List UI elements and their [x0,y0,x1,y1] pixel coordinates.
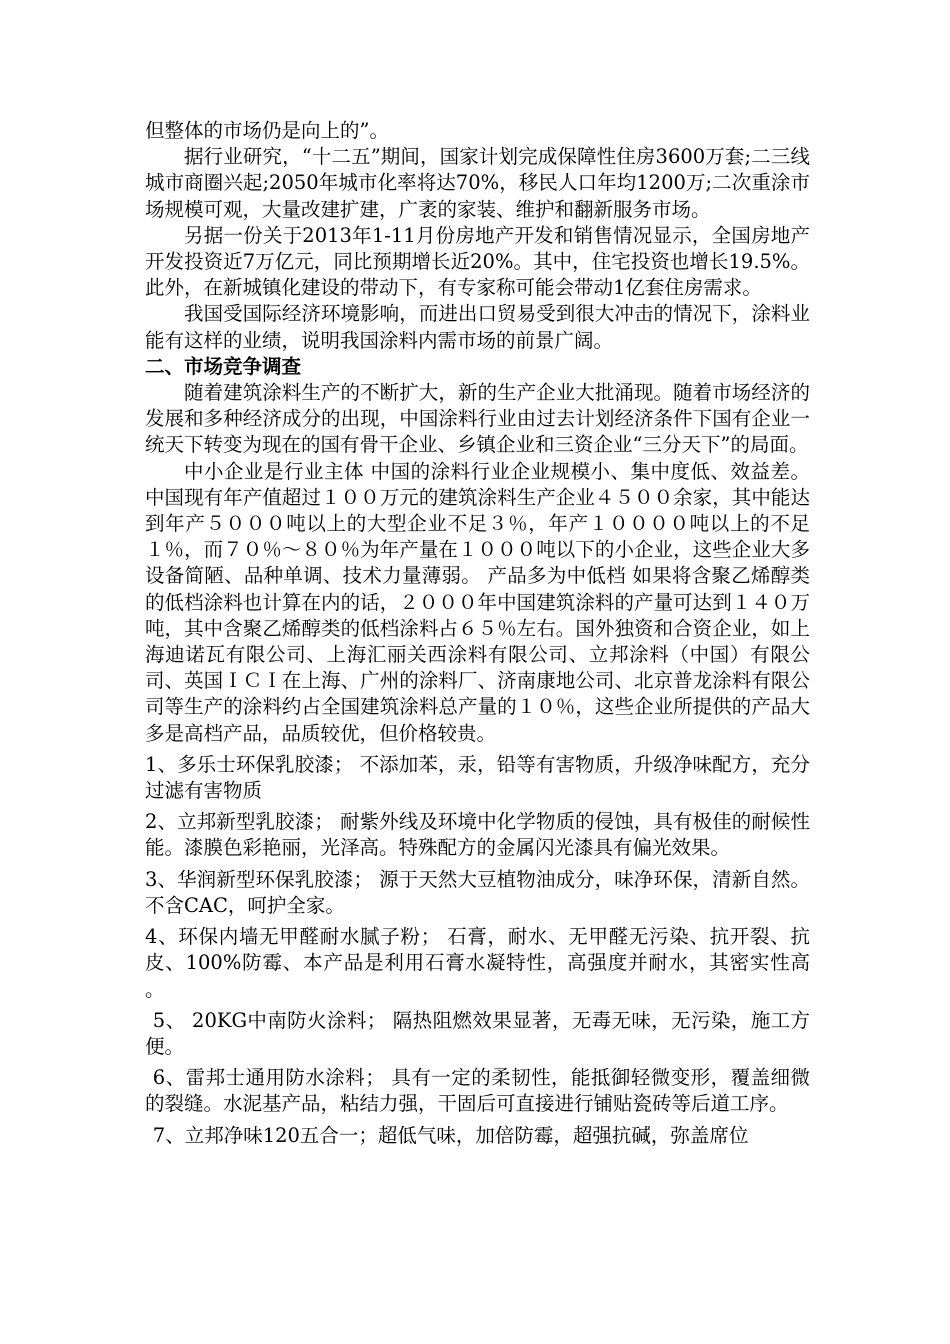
product-item-6: 6、雷邦士通用防水涂料； 具有一定的柔韧性，能抵御轻微变形，覆盖细微的裂缝。水泥基产品，粘结力强，干固后可直接进行铺贴瓷砖等后道工序。 [145,1066,810,1116]
paragraph-market-expansion: 随着建筑涂料生产的不断扩大，新的生产企业大批涌现。随着市场经济的发展和多种经济成分的出现，中国涂料行业由过去计划经济条件下国有企业一统天下转变为现在的国有骨干企业、乡镇企业和三资企业“三分天下”的局面。 [145,381,810,457]
product-item-5: 5、 20KG中南防火涂料； 隔热阻燃效果显著，无毒无味，无污染，施工方便。 [145,1008,810,1058]
paragraph-continuation: 但整体的市场仍是向上的”。 [145,119,389,142]
product-item-1: 1、多乐士环保乳胶漆； 不添加苯，汞，铅等有害物质，升级净味配方，充分过滤有害物质 [145,752,810,803]
paragraph-domestic-demand: 我国受国际经济环境影响，而进出口贸易受到很大冲击的情况下，涂料业能有这样的业绩，说明我国涂料内需市场的前景广阔。 [145,302,810,352]
product-item-4: 4、环保内墙无甲醛耐水腻子粉； 石膏，耐水、无甲醛无污染、抗开裂、抗皮、100%防霉、本产品是利用石膏水凝特性，高强度并耐水，其密实性高 。 [145,925,810,1001]
document-body [145,118,810,1149]
section-heading: 二、市场竞争调查 [145,354,302,378]
paragraph-real-estate: 另据一份关于2013年1-11月份房地产开发和销售情况显示，全国房地产开发投资近7万亿元，同比预期增长近20%。其中，住宅投资也增长19.5%。此外，在新城镇化建设的带动下，有专家称可能会带动1亿套住房需求。 [145,223,810,300]
product-item-2: 2、立邦新型乳胶漆； 耐紫外线及环境中化学物质的侵蚀，具有极佳的耐候性能。漆膜色彩艳丽，光泽高。特殊配方的金属闪光漆具有偏光效果。 [145,810,810,860]
product-item-3: 3、华润新型环保乳胶漆； 源于天然大豆植物油成分，味净环保，清新自然。不含CAC，呵护全家。 [145,867,810,917]
product-item-7: 7、立邦净味120五合一；超低气味，加倍防霉，超强抗碱，弥盖席位 [152,1123,749,1147]
paragraph-industry-research: 据行业研究，“十二五”期间，国家计划完成保障性住房3600万套;二三线城市商圈兴起;2050年城市化率将达70%，移民人口年均1200万;二次重涂市场规模可观，大量改建扩建，广袤的家装、维护和翻新服务市场。 [145,145,810,221]
paragraph-enterprise-structure: 中小企业是行业主体 中国的涂料行业企业规模小、集中度低、效益差。中国现有年产值超过１００万元的建筑涂料生产企业４５００余家，其中能达到年产５０００吨以上的大型企业不足３％，年产１００００吨以上的不足１％，而７０％～８０％为年产量在１０００吨以下的小企业，这些企业大多设备简陋、品种单调、技术力量薄弱。 产品多为中低档 如果将含聚乙烯醇类的低档涂料也计算在内的话，２０００年中国建筑涂料的产量可达到１４０万吨，其中含聚乙烯醇类的低档涂料占６５％左右。国外独资和合资企业，如上海迪诺瓦有限公司、上海汇丽关西涂料有限公司、立邦涂料（中国）有限公司、英国ＩＣＩ在上海、广州的涂料厂、济南康地公司、北京普龙涂料有限公司等生产的涂料约占全国建筑涂料总产量的１０％，这些企业所提供的产品大多是高档产品，品质较优，但价格较贵。 [145,459,810,745]
